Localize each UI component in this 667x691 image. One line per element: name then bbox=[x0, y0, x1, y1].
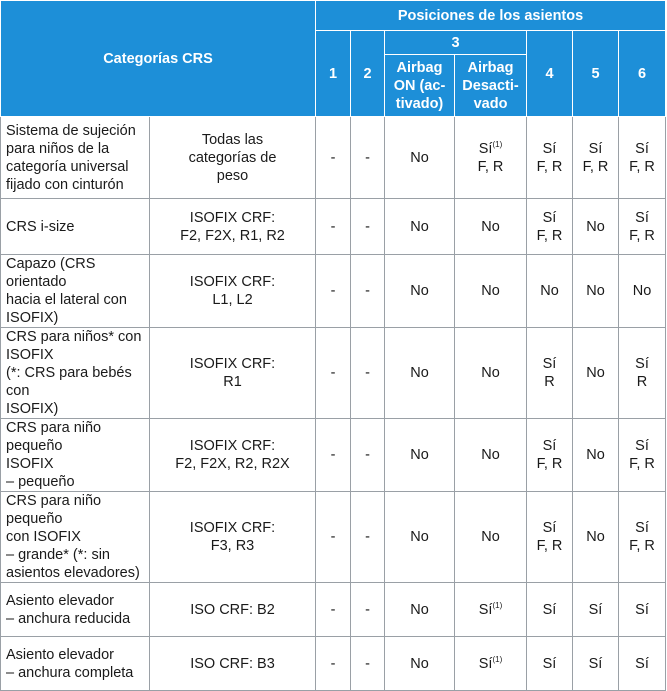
text-line: CRS i-size bbox=[6, 218, 75, 235]
weight-category-cell bbox=[150, 255, 316, 328]
seat-3-header: 3 bbox=[385, 31, 527, 55]
weight-category-cell bbox=[150, 637, 316, 691]
seat-6-cell bbox=[619, 117, 666, 199]
text-line: CRS para niño pequeño bbox=[6, 420, 102, 454]
seat-4-cell: Sí bbox=[527, 637, 573, 691]
seat-5-cell: Sí bbox=[573, 637, 619, 691]
seat-6-cell: Sí bbox=[619, 583, 666, 637]
seat-1-cell: - bbox=[316, 419, 351, 492]
crs-category-cell bbox=[1, 492, 150, 583]
weight-category-cell bbox=[150, 328, 316, 419]
seat-positions-header: Posiciones de los asientos bbox=[316, 1, 666, 31]
seat-2-cell: - bbox=[351, 419, 385, 492]
weight-category-cell bbox=[150, 117, 316, 199]
crs-category-cell bbox=[1, 255, 150, 328]
table-row bbox=[1, 328, 666, 419]
table-row bbox=[1, 492, 666, 583]
text-line: F, R bbox=[629, 456, 655, 472]
seat-6-cell bbox=[619, 492, 666, 583]
seat-3-airbag-on-cell: No bbox=[385, 419, 455, 492]
seat-3-airbag-on-cell: No bbox=[385, 117, 455, 199]
text-line: Sí bbox=[542, 438, 557, 454]
seat-3-airbag-off-cell: No bbox=[455, 492, 527, 583]
text-line: Asiento elevador bbox=[6, 592, 115, 609]
header-line: Airbag bbox=[467, 59, 514, 76]
crs-categories-header: Categorías CRS bbox=[1, 1, 316, 117]
seat-6-cell: Sí bbox=[619, 637, 666, 691]
text-line: – pequeño bbox=[6, 474, 75, 490]
text-line: Sí bbox=[478, 601, 493, 618]
seat-6-cell bbox=[619, 328, 666, 419]
text-line: F, R bbox=[629, 538, 655, 554]
table-row bbox=[1, 637, 666, 691]
table-row bbox=[1, 117, 666, 199]
seat-4-cell bbox=[527, 117, 573, 199]
seat-3-airbag-on-cell: No bbox=[385, 583, 455, 637]
text-line: – anchura completa bbox=[6, 664, 134, 681]
header-line: tivado) bbox=[395, 95, 444, 112]
footnote-mark: (1) bbox=[492, 139, 503, 149]
seat-2-cell: - bbox=[351, 255, 385, 328]
seat-2-cell: - bbox=[351, 492, 385, 583]
text-line: Sí bbox=[588, 140, 603, 157]
seat-2-cell: - bbox=[351, 199, 385, 255]
header-line: Desacti- bbox=[462, 77, 519, 94]
text-line: CRS para niño pequeño bbox=[6, 493, 102, 527]
text-line: Sistema de sujeción bbox=[6, 122, 136, 139]
seat-3-airbag-on-cell: No bbox=[385, 255, 455, 328]
text-line: F, R bbox=[536, 538, 563, 554]
text-line bbox=[457, 140, 524, 158]
text-line: Sí bbox=[478, 655, 493, 672]
seat-3-airbag-on-cell: No bbox=[385, 637, 455, 691]
text-line: ISOFIX CRF: bbox=[189, 209, 276, 226]
seat-6-cell bbox=[619, 199, 666, 255]
header-line: Airbag bbox=[396, 59, 443, 76]
text-line: CRS para niños* con bbox=[6, 329, 142, 345]
text-line: con ISOFIX bbox=[6, 529, 81, 545]
text-line: Sí bbox=[635, 520, 649, 536]
header-line: vado bbox=[473, 95, 508, 112]
table-row bbox=[1, 419, 666, 492]
text-line: F, R bbox=[629, 227, 655, 244]
table-row bbox=[1, 199, 666, 255]
crs-category-cell bbox=[1, 328, 150, 419]
text-line: ISOFIX CRF: bbox=[189, 356, 276, 372]
text-line: Sí bbox=[542, 209, 557, 226]
text-line: ISOFIX) bbox=[6, 310, 59, 326]
seat-5-cell: No bbox=[573, 492, 619, 583]
seat-1-cell: - bbox=[316, 199, 351, 255]
seat-2-cell: - bbox=[351, 583, 385, 637]
text-line: ISOFIX bbox=[6, 347, 54, 363]
seat-4-cell bbox=[527, 492, 573, 583]
seat-4-cell: Sí bbox=[527, 583, 573, 637]
airbag-on-header bbox=[385, 55, 455, 117]
seat-4-cell bbox=[527, 199, 573, 255]
text-line: Todas las bbox=[201, 131, 264, 148]
seat-3-airbag-off-cell: No bbox=[455, 255, 527, 328]
text-line: (*: CRS para bebés con bbox=[6, 365, 132, 399]
text-line: F, R bbox=[536, 227, 563, 244]
seat-1-cell: - bbox=[316, 637, 351, 691]
crs-category-cell bbox=[1, 199, 150, 255]
text-line: F, R bbox=[582, 158, 609, 175]
text-line: – grande* (*: sin bbox=[6, 547, 110, 563]
footnote-mark: (1) bbox=[492, 600, 503, 610]
seat-1-cell: - bbox=[316, 492, 351, 583]
text-line: R1 bbox=[223, 374, 242, 390]
crs-category-cell bbox=[1, 583, 150, 637]
seat-5-header: 5 bbox=[573, 31, 619, 117]
text-line: ISOFIX CRF: bbox=[189, 438, 276, 454]
text-line: F2, F2X, R2, R2X bbox=[175, 456, 290, 472]
seat-2-cell: - bbox=[351, 637, 385, 691]
text-line: fijado con cinturón bbox=[6, 176, 124, 193]
text-line: Sí bbox=[635, 209, 649, 226]
seat-3-airbag-off-cell bbox=[455, 583, 527, 637]
crs-category-cell bbox=[1, 637, 150, 691]
text-line: Asiento elevador bbox=[6, 646, 115, 663]
weight-category-cell bbox=[150, 492, 316, 583]
crs-category-cell bbox=[1, 419, 150, 492]
text-line: R bbox=[544, 374, 555, 390]
seat-3-airbag-off-cell bbox=[455, 637, 527, 691]
seat-6-header: 6 bbox=[619, 31, 666, 117]
seat-1-header: 1 bbox=[316, 31, 351, 117]
text-line: ISO CRF: B2 bbox=[190, 601, 275, 618]
text-line: F, R bbox=[477, 158, 504, 175]
text-line: F3, R3 bbox=[210, 538, 255, 554]
seat-3-airbag-on-cell: No bbox=[385, 492, 455, 583]
header-line: ON (ac- bbox=[393, 77, 446, 94]
seat-4-cell: No bbox=[527, 255, 573, 328]
text-line: ISOFIX CRF: bbox=[189, 520, 276, 536]
text-line: F, R bbox=[629, 158, 655, 175]
seat-1-cell: - bbox=[316, 117, 351, 199]
text-line: F, R bbox=[536, 456, 563, 472]
crs-category-cell bbox=[1, 117, 150, 199]
table-row bbox=[1, 255, 666, 328]
seat-3-airbag-off-cell bbox=[455, 117, 527, 199]
seat-5-cell: No bbox=[573, 199, 619, 255]
seat-3-airbag-on-cell: No bbox=[385, 199, 455, 255]
table-row bbox=[1, 583, 666, 637]
seat-3-airbag-off-cell: No bbox=[455, 199, 527, 255]
text-line: Sí bbox=[542, 140, 557, 157]
seat-5-cell: Sí bbox=[573, 583, 619, 637]
seat-2-cell: - bbox=[351, 117, 385, 199]
seat-4-header: 4 bbox=[527, 31, 573, 117]
text-line: – anchura reducida bbox=[6, 610, 131, 627]
text-line: asientos elevadores) bbox=[6, 565, 140, 581]
airbag-off-header bbox=[455, 55, 527, 117]
text-line: Sí bbox=[635, 140, 649, 157]
text-line: ISO CRF: B3 bbox=[190, 655, 275, 672]
seat-3-airbag-off-cell: No bbox=[455, 328, 527, 419]
text-line: Sí bbox=[635, 438, 649, 454]
seat-2-header: 2 bbox=[351, 31, 385, 117]
weight-category-cell bbox=[150, 199, 316, 255]
text-line: para niños de la bbox=[6, 140, 110, 157]
text-line: F, R bbox=[536, 158, 563, 175]
text-line: hacia el lateral con bbox=[6, 292, 127, 308]
text-line: ISOFIX) bbox=[6, 401, 59, 417]
seat-1-cell: - bbox=[316, 583, 351, 637]
seat-3-airbag-off-cell: No bbox=[455, 419, 527, 492]
seat-6-cell bbox=[619, 419, 666, 492]
text-line: categoría universal bbox=[6, 158, 129, 175]
seat-5-cell: No bbox=[573, 328, 619, 419]
seat-1-cell: - bbox=[316, 328, 351, 419]
seat-2-cell: - bbox=[351, 328, 385, 419]
seat-3-airbag-on-cell: No bbox=[385, 328, 455, 419]
seat-1-cell: - bbox=[316, 255, 351, 328]
text-line: R bbox=[636, 374, 648, 390]
seat-6-cell: No bbox=[619, 255, 666, 328]
seat-5-cell bbox=[573, 117, 619, 199]
text-line: Sí bbox=[542, 520, 557, 536]
text-line: Sí bbox=[478, 140, 493, 157]
seat-4-cell bbox=[527, 419, 573, 492]
text-line: F2, F2X, R1, R2 bbox=[180, 227, 285, 244]
weight-category-cell bbox=[150, 419, 316, 492]
text-line: Sí bbox=[635, 356, 649, 372]
text-line: L1, L2 bbox=[212, 292, 253, 308]
weight-category-cell bbox=[150, 583, 316, 637]
text-line: Sí bbox=[542, 356, 557, 372]
footnote-mark: (1) bbox=[492, 654, 503, 664]
text-line: peso bbox=[216, 167, 249, 184]
seat-4-cell bbox=[527, 328, 573, 419]
seat-5-cell: No bbox=[573, 419, 619, 492]
seat-5-cell: No bbox=[573, 255, 619, 328]
text-line: Capazo (CRS orientado bbox=[6, 256, 96, 290]
text-line: categorías de bbox=[188, 149, 277, 166]
text-line: ISOFIX CRF: bbox=[189, 274, 276, 290]
text-line: ISOFIX bbox=[6, 456, 54, 472]
